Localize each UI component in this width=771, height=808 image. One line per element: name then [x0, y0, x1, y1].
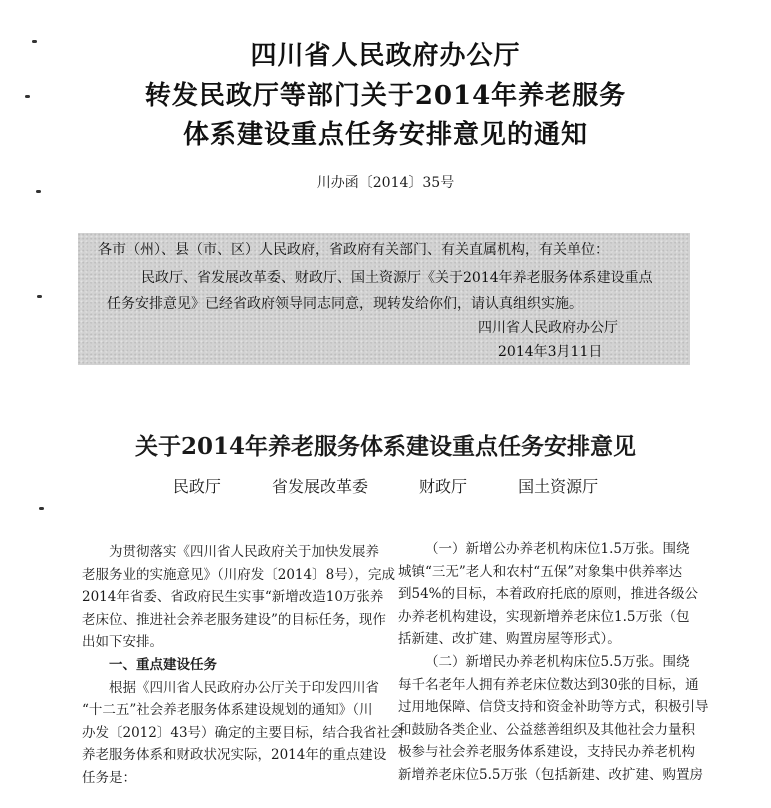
paragraph-line: 极参与社会养老服务体系建设，支持民办养老机构 — [398, 744, 695, 761]
author: 省发展改革委 — [271, 477, 368, 496]
author-list — [0, 474, 771, 497]
author: 国土资源厅 — [518, 477, 599, 496]
left-column — [82, 541, 404, 790]
right-column — [398, 538, 738, 787]
paragraph-line: 养老服务体系和财政状况实际，2014年的重点建设 — [82, 747, 387, 764]
paragraph-line: 老服务业的实施意见》（川府发〔2014〕8号），完成 — [82, 566, 395, 583]
paragraph-line: “十二五”社会养老服务体系建设规划的通知》（川 — [82, 702, 373, 719]
page-title-line-3: 体系建设重点任务安排意见的通知 — [182, 120, 588, 150]
section-heading: 一、重点建设任务 — [109, 656, 217, 673]
paragraph-line: 为贯彻落实《四川省人民政府关于加快发展养 — [109, 544, 379, 560]
document-number: 川办函〔2014〕35号 — [316, 175, 455, 191]
scan-speck — [39, 507, 44, 510]
notice-date: 2014年3月11日 — [498, 344, 603, 360]
notice-body-line: 民政厅、省发展改革委、财政厅、国土资源厅《关于2014年养老服务体系建设重点 — [141, 270, 653, 286]
notice-box — [78, 233, 690, 365]
paragraph-line: 根据《四川省人民政府办公厅关于印发四川省 — [109, 679, 379, 696]
scan-speck — [37, 295, 42, 298]
paragraph-line: 和鼓励各类企业、公益慈善组织及其他社会力量积 — [398, 721, 695, 738]
paragraph-line: 每千名老年人拥有养老床位数达到30张的目标，通 — [398, 676, 699, 693]
paragraph-line: 办发〔2012〕43号）确定的主要目标，结合我省社会 — [82, 724, 404, 741]
paragraph-line: 城镇“三无”老人和农村“五保”对象集中供养率达 — [398, 563, 683, 580]
paragraph-line: 过用地保障、信贷支持和资金补助等方式，积极引导 — [398, 699, 709, 716]
paragraph-line: （二）新增民办养老机构床位5.5万张。围绕 — [425, 653, 690, 670]
notice-body-line: 任务安排意见》已经省政府领导同志同意，现转发给你们，请认真组织实施。 — [107, 296, 583, 312]
paragraph-line: 括新建、改扩建、购置房屋等形式）。 — [398, 631, 621, 648]
paragraph-line: （一）新增公办养老机构床位1.5万张。围绕 — [425, 541, 690, 557]
notice-issuer: 四川省人民政府办公厅 — [478, 320, 618, 336]
page-title-line-2: 转发民政厅等部门关于2014年养老服务 — [144, 81, 627, 111]
author: 财政厅 — [419, 477, 468, 496]
paragraph-line: 任务是： — [82, 769, 136, 786]
paragraph-line: 2014年省委、省政府民生实事“新增改造10万张养 — [82, 589, 384, 606]
paragraph-line: 老床位、推进社会养老服务建设”的目标任务，现作 — [82, 611, 386, 628]
paragraph-line: 出如下安排。 — [82, 634, 163, 651]
author: 民政厅 — [172, 477, 221, 496]
page-title-line-1: 四川省人民政府办公厅 — [250, 41, 521, 71]
paragraph-line: 新增养老床位5.5万张（包括新建、改扩建、购置房 — [398, 766, 703, 783]
paragraph-line: 办养老机构建设，实现新增养老床位1.5万张（包 — [398, 608, 690, 625]
paragraph-line: 到54%的目标，本着政府托底的原则，推进各级公 — [398, 586, 699, 603]
opinion-title: 关于2014年养老服务体系建设重点任务安排意见 — [134, 433, 636, 460]
notice-addressee: 各市（州）、县（市、区）人民政府，省政府有关部门、有关直属机构，有关单位： — [98, 242, 609, 258]
